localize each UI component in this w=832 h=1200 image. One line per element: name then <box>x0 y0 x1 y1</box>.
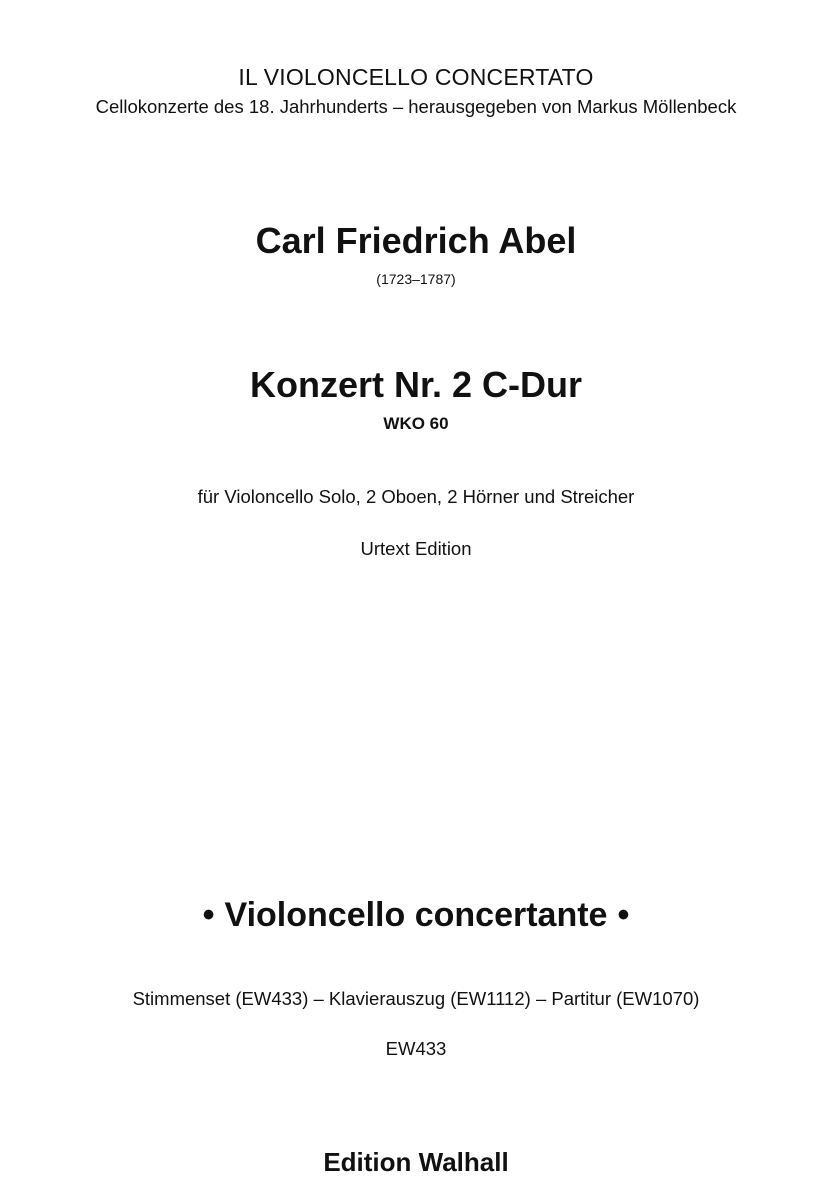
related-editions: Stimmenset (EW433) – Klavierauszug (EW1112) – Partitur (EW1070) <box>132 988 700 1009</box>
catalog-number: WKO 60 <box>383 414 449 433</box>
bullet-right: • <box>617 896 630 934</box>
part-title <box>0 898 832 932</box>
instrumentation: für Violoncello Solo, 2 Oboen, 2 Hörner und Streicher <box>197 486 635 507</box>
bullet-left: • <box>202 896 215 934</box>
order-number: EW433 <box>385 1038 447 1059</box>
part-name: Violoncello concertante <box>224 896 608 934</box>
work-title: Konzert Nr. 2 C-Dur <box>249 364 583 405</box>
series-subtitle: Cellokonzerte des 18. Jahrhunderts – herausgegeben von Markus Möllenbeck <box>95 96 737 117</box>
composer-name: Carl Friedrich Abel <box>255 220 577 261</box>
edition-type: Urtext Edition <box>360 538 472 559</box>
series-title: IL VIOLONCELLO CONCERTATO <box>238 64 594 90</box>
publisher-name: Edition Walhall <box>323 1147 509 1177</box>
composer-dates: (1723–1787) <box>376 271 456 287</box>
